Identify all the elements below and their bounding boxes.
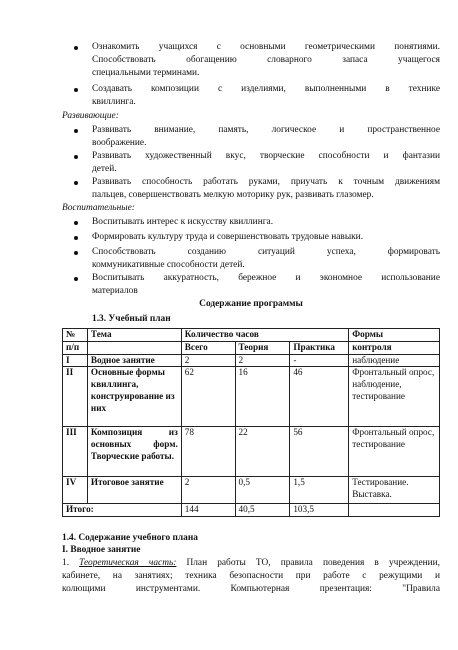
- header-topic-empty: [87, 341, 181, 354]
- bullet-text: Воспитывать аккуратность, бережное и экономное использование: [92, 273, 440, 283]
- row-theory: 22: [235, 427, 290, 477]
- bullet-icon: [74, 277, 78, 281]
- table-sum-row: [63, 504, 440, 517]
- row-control: Фронтальный опрос, наблюдение, тестирование: [349, 367, 440, 427]
- row-topic: Водное занятие: [87, 354, 181, 367]
- bullet-icon: [74, 129, 78, 133]
- bullet-text: Воспитывать интерес к искусству квиллинга.: [92, 217, 274, 227]
- bullet-text: материалов: [92, 286, 138, 296]
- bullet-text: пальцев, совершенствовать мелкую моторику рук, развивать глазомер.: [92, 190, 374, 200]
- sum-total: 144: [181, 504, 235, 517]
- header-forms-2: контроля: [349, 341, 440, 354]
- sum-control: [349, 504, 440, 517]
- curriculum-table: [62, 328, 440, 517]
- row-topic: Композиция из основных форм. Творческие работы.: [87, 427, 181, 477]
- row-total: 2: [181, 477, 235, 504]
- row-num: III: [63, 427, 88, 477]
- sum-practice: 103,5: [290, 504, 349, 517]
- header-num: №: [63, 329, 88, 342]
- intro-heading: I. Вводное занятие: [62, 545, 141, 555]
- table-row: [63, 477, 440, 504]
- table-row: [63, 367, 440, 427]
- row-topic: Итоговое занятие: [87, 477, 181, 504]
- bullet-icon: [74, 181, 78, 185]
- bullet-text: Создавать композиции с изделиями, выполненными в технике: [92, 84, 440, 94]
- row-total: 78: [181, 427, 235, 477]
- content-section-title: 1.4. Содержание учебного плана: [62, 533, 198, 543]
- header-theory: Теория: [235, 341, 290, 354]
- header-total: Всего: [181, 341, 235, 354]
- bullet-icon: [74, 46, 78, 50]
- row-num: II: [63, 367, 88, 427]
- section-heading-developing: Развивающие:: [62, 111, 119, 121]
- bullet-text: Формировать культуру труда и совершенствовать трудовые навыки.: [92, 232, 364, 242]
- bullet-icon: [74, 236, 78, 240]
- theory-line-2: кабинете, на занятиях; техника безопасности при работе с режущими и: [62, 571, 440, 581]
- theory-label: Теоретическая часть:: [79, 558, 177, 568]
- content-title: Содержание программы: [199, 299, 303, 309]
- table-row: [63, 354, 440, 367]
- header-topic: Тема: [87, 329, 181, 342]
- bullet-text: детей.: [92, 164, 117, 174]
- bullet-text: Развивать художественный вкус, творческие способности и фантазии: [92, 151, 440, 161]
- bullet-icon: [74, 88, 78, 92]
- sum-theory: 40,5: [235, 504, 290, 517]
- bullet-text: квиллинга.: [92, 97, 136, 107]
- bullet-text: Способствовать созданию ситуаций успеха, формировать: [92, 247, 440, 257]
- row-practice: -: [290, 354, 349, 367]
- row-control: Фронтальный опрос, тестирование: [349, 427, 440, 477]
- row-total: 2: [181, 354, 235, 367]
- table-subheader-row: [63, 341, 440, 354]
- section-heading-upbringing: Воспитательные:: [62, 203, 135, 213]
- sum-label: Итого:: [63, 504, 182, 517]
- row-control: наблюдение: [349, 354, 440, 367]
- row-total: 62: [181, 367, 235, 427]
- row-theory: 16: [235, 367, 290, 427]
- row-theory: 0,5: [235, 477, 290, 504]
- bullet-text: Развивать внимание, память, логическое и пространственное: [92, 125, 440, 135]
- bullet-text: специальными терминами.: [92, 68, 200, 78]
- header-forms: Формы: [349, 329, 440, 342]
- table-header-row: [63, 329, 440, 342]
- row-practice: 1,5: [290, 477, 349, 504]
- bullet-text: коммуникативные способности детей.: [92, 260, 245, 270]
- header-num-2: п/п: [63, 341, 88, 354]
- row-practice: 46: [290, 367, 349, 427]
- table-row: [63, 427, 440, 477]
- row-topic: Основные формы квиллинга, конструирование из них: [87, 367, 181, 427]
- bullet-text: Ознакомить учащихся с основными геометрическими понятиями.: [92, 42, 440, 52]
- theory-line-3: колющими инструментами. Компьютерная презентация: "Правила: [62, 584, 440, 594]
- bullet-text: Развивать способность работать руками, приучать к точным движениям: [92, 177, 440, 187]
- row-num: I: [63, 354, 88, 367]
- header-hours: Количество часов: [181, 329, 348, 342]
- bullet-text: Способствовать обогащению словарного запаса учащегося: [92, 55, 440, 65]
- plan-title: 1.3. Учебный план: [92, 314, 171, 324]
- bullet-icon: [74, 155, 78, 159]
- row-control: Тестирование. Выставка.: [349, 477, 440, 504]
- bullet-text: воображение.: [92, 138, 147, 148]
- row-practice: 56: [290, 427, 349, 477]
- bullet-icon: [74, 251, 78, 255]
- bullet-icon: [74, 221, 78, 225]
- row-num: IV: [63, 477, 88, 504]
- header-practice: Практика: [290, 341, 349, 354]
- theory-line-1: 1. Теоретическая часть: План работы ТО, правила поведения в учреждении,: [62, 558, 441, 568]
- row-theory: 2: [235, 354, 290, 367]
